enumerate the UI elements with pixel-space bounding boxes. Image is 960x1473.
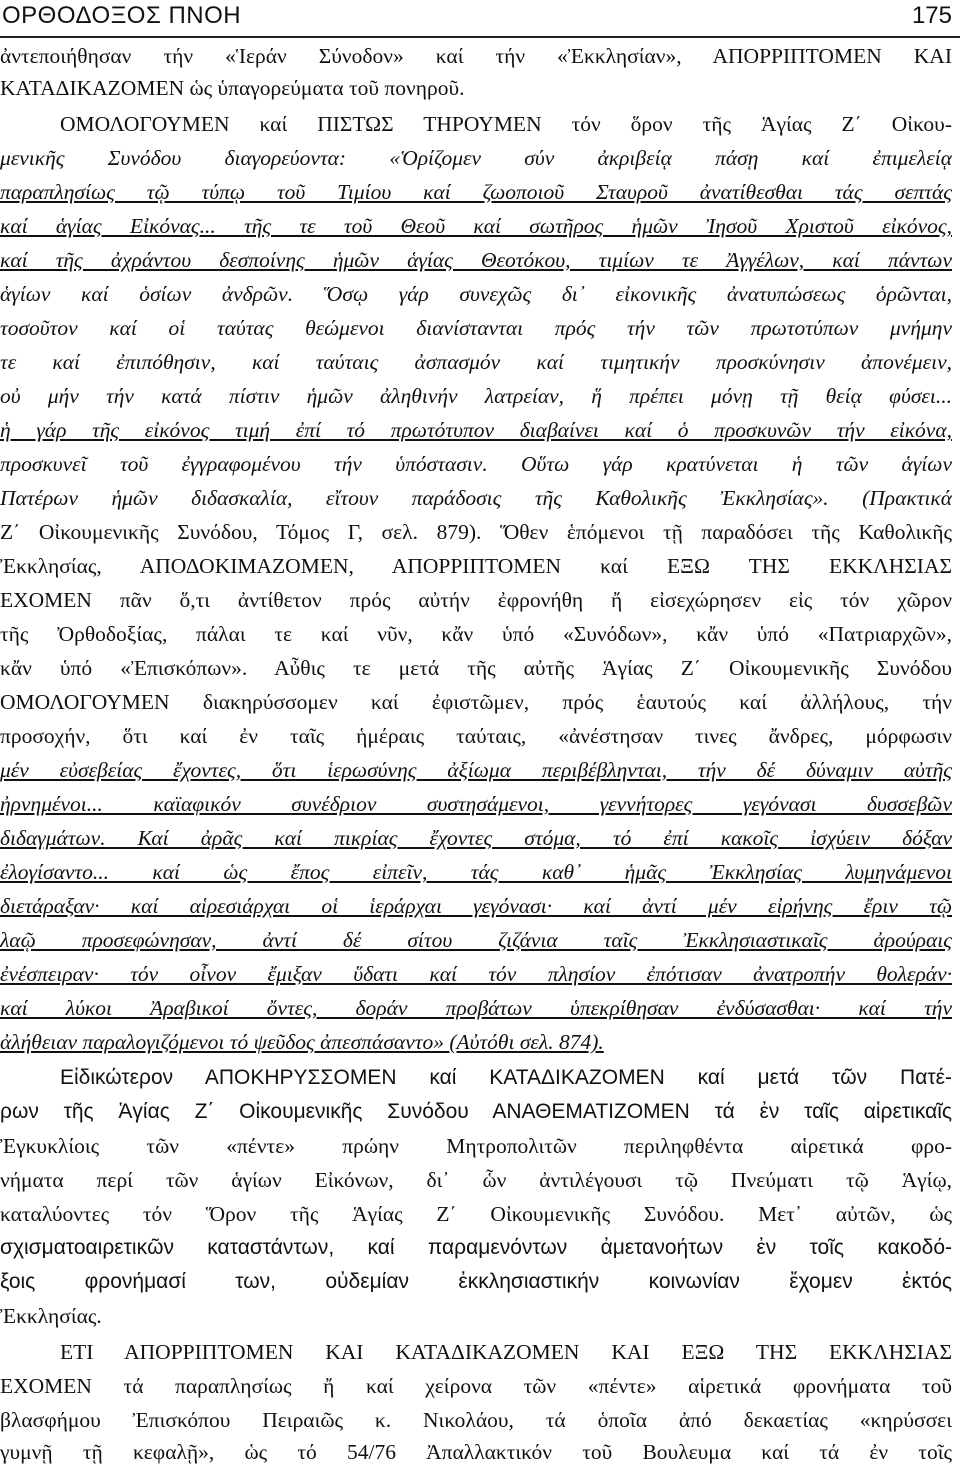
text-line: καί λύκοι Ἀραβικοί ὄντες, δοράν προβάτων ὑπεκρίθησαν ἐνδύσασθαι· καί τήν: [0, 996, 952, 1020]
text-line: Ἐκκλησίας, ΑΠΟΔΟΚΙΜΑΖΟΜΕΝ, ΑΠΟΡΡΙΠΤΟΜΕΝ καί ΕΞΩ ΤΗΣ ΕΚΚΛΗΣΙΑΣ: [0, 554, 952, 578]
text-line: μενικῆς Συνόδου διαγορεύοντα: «Ὁρίζομεν σύν ἀκριβείᾳ πάσῃ καί ἐπιμελείᾳ: [0, 146, 952, 170]
text-line: παραπλησίως τῷ τύπῳ τοῦ Τιμίου καί ζωοποιοῦ Σταυροῦ ἀνατίθεσθαι τάς σεπτάς: [0, 180, 952, 204]
text-line: τε καί ἐπιπόθησιν, καί ταύταις ἀσπασμόν καί τιμητικήν προσκύνησιν ἀπονέμειν,: [0, 350, 952, 374]
text-line: προσκυνεῖ τοῦ ἐγγραφομένου τήν ὑπόστασιν. Οὕτω γάρ κρατύνεται ἡ τῶν ἁγίων: [0, 452, 952, 476]
text-line: σχισματοαιρετικῶν καταστάντων, καί παραμενόντων ἀμετανοήτων ἐν τοῖς κακοδό-: [0, 1236, 952, 1259]
text-line: γυμνῇ τῇ κεφαλῇ», ὡς τό 54/76 Ἀπαλλακτικόν τοῦ Βουλευμα καί τά ἐν τοῖς: [0, 1440, 952, 1464]
text-line: ἠρνημένοι... καϊαφικόν συνέδριον συστησάμενοι, γεννήτορες γεγόνασι δυσσεβῶν: [0, 792, 952, 816]
text-line: καί ἁγίας Εἰκόνας... τῆς τε τοῦ Θεοῦ καί σωτῆρος ἡμῶν Ἰησοῦ Χριστοῦ εἰκόνος,: [0, 214, 952, 238]
running-header: [0, 0, 960, 38]
text-line: Ἐκκλησίας.: [0, 1304, 102, 1328]
text-line: ἡ γάρ τῆς εἰκόνος τιμή ἐπί τό πρωτότυπον διαβαίνει καί ὁ προσκυνῶν τήν εἰκόνα,: [0, 418, 952, 442]
page-number: 175: [911, 2, 952, 29]
text-line: ΕΧΟΜΕΝ πᾶν ὅ,τι ἀντίθετον πρός αὐτήν ἐφρονήθη ἤ εἰσεχώρησεν εἰς τόν χῶρον: [0, 588, 952, 612]
text-line: τοσοῦτον καί οἱ ταύτας θεώμενοι διανίστανται πρός τήν τῶν πρωτοτύπων μνήμην: [0, 316, 952, 340]
text-line: ΚΑΤΑΔΙΚΑΖΟΜΕΝ ὡς ὑπαγορεύματα τοῦ πονηροῦ.: [0, 76, 465, 100]
text-line: ἐλογίσαντο... καί ὡς ἔπος εἰπεῖν, τάς καθ᾽ ἡμᾶς Ἐκκλησίας λυμηνάμενοι: [0, 860, 952, 884]
text-line: ξοις φρονήμασί των, οὐδεμίαν ἐκκλησιαστικήν κοινωνίαν ἔχομεν ἐκτός: [0, 1270, 952, 1293]
text-line: ΟΜΟΛΟΓΟΥΜΕΝ διακηρύσσομεν καί ἐφιστῶμεν, πρός ἑαυτούς καί ἀλλήλους, τήν: [0, 690, 952, 714]
text-line: ρων τῆς Ἁγίας Ζ΄ Οἰκουμενικῆς Συνόδου ΑΝΑΘΕΜΑΤΙΖΟΜΕΝ τά ἐν ταῖς αἱρετικαῖς: [0, 1100, 952, 1123]
text-line: καί τῆς ἀχράντου δεσποίνης ἡμῶν ἁγίας Θεοτόκου, τιμίων τε Ἀγγέλων, καί πάντων: [0, 248, 952, 272]
text-line: διδαγμάτων. Καί ἀρᾶς καί πικρίας ἔχοντες στόμα, τό ἐπί κακοῖς ἰσχύειν δόξαν: [0, 826, 952, 850]
text-line: μέν εὐσεβείας ἔχοντες, ὅτι ἱερωσύνης ἀξίωμα περιβέβληνται, τήν δέ δύναμιν αὐτῆς: [0, 758, 952, 782]
journal-title: ΟΡΘΟΔΟΞΟΣ ΠΝΟΗ: [2, 2, 242, 29]
text-line: προσοχήν, ὅτι καί ἐν ταῖς ἡμέραις ταύταις, «ἀνέστησαν τινες ἄνδρες, μόρφωσιν: [0, 724, 952, 748]
text-line: ἐνέσπειραν· τόν οἶνον ἔμιξαν ὕδατι καί τόν πλησίον ἐπότισαν ἀνατροπήν θολεράν·: [0, 962, 952, 986]
text-line: ἀντεποιήθησαν τήν «Ἱεράν Σύνοδον» καί τήν «Ἐκκλησίαν», ΑΠΟΡΡΙΠΤΟΜΕΝ ΚΑΙ: [0, 44, 952, 68]
text-line: ΕΤΙ ΑΠΟΡΡΙΠΤΟΜΕΝ ΚΑΙ ΚΑΤΑΔΙΚΑΖΟΜΕΝ ΚΑΙ ΕΞΩ ΤΗΣ ΕΚΚΛΗΣΙΑΣ: [60, 1340, 952, 1364]
text-line: ΕΧΟΜΕΝ τά παραπλησίως ἤ καί χείρονα τῶν «πέντε» αἱρετικά φρονήματα τοῦ: [0, 1374, 952, 1398]
text-line: βλασφήμου Ἐπισκόπου Πειραιῶς κ. Νικολάου, τά ὁποῖα ἀπό δεκαετίας «κηρύσσει: [0, 1408, 952, 1432]
text-line: οὐ μήν τήν κατά πίστιν ἡμῶν ἀληθινήν λατρείαν, ἥ πρέπει μόνῃ τῇ θείᾳ φύσει...: [0, 384, 952, 408]
text-line: τῆς Ὀρθοδοξίας, πάλαι τε καί νῦν, κἄν ὑπό «Συνόδων», κἄν ὑπό «Πατριαρχῶν»,: [0, 622, 952, 646]
text-line: ΟΜΟΛΟΓΟΥΜΕΝ καί ΠΙΣΤΩΣ ΤΗΡΟΥΜΕΝ τόν ὅρον τῆς Ἁγίας Ζ΄ Οἰκου-: [60, 112, 952, 136]
text-line: Ζ΄ Οἰκουμενικῆς Συνόδου, Τόμος Γ, σελ. 879). Ὅθεν ἑπόμενοι τῇ παραδόσει τῆς Καθολικῆς: [0, 520, 952, 544]
text-line: καταλύοντες τόν Ὅρον τῆς Ἁγίας Ζ΄ Οἰκουμενικῆς Συνόδου. Μετ᾽ αὐτῶν, ὡς: [0, 1202, 952, 1226]
text-line: κἄν ὑπό «Ἐπισκόπων». Αὖθις τε μετά τῆς αὐτῆς Ἁγίας Ζ΄ Οἰκουμενικῆς Συνόδου: [0, 656, 952, 680]
text-line: λαῷ προσεφώνησαν, ἀντί δέ σίτου ζιζάνια ταῖς Ἐκκλησιαστικαῖς ἀρούραις: [0, 928, 952, 952]
text-line: νήματα περί τῶν ἁγίων Εἰκόνων, δι᾽ ὧν ἀντιλέγουσι τῷ Πνεύματι τῷ Ἁγίῳ,: [0, 1168, 952, 1192]
text-line: διετάραξαν· καί αἱρεσιάρχαι οἱ ἱεράρχαι γεγόνασι· καί ἀντί μέν εἰρήνης ἔριν τῷ: [0, 894, 952, 918]
text-line: ἁγίων καί ὁσίων ἀνδρῶν. Ὅσῳ γάρ συνεχῶς δι᾽ εἰκονικῆς ἀνατυπώσεως ὁρῶνται,: [0, 282, 952, 306]
text-line: Πατέρων ἡμῶν διδασκαλία, εἴτουν παράδοσις τῆς Καθολικῆς Ἐκκλησίας». (Πρακτικά: [0, 486, 952, 510]
text-line: Ἐγκυκλίοις τῶν «πέντε» πρώην Μητροπολιτῶν περιληφθέντα αἱρετικά φρο-: [0, 1134, 952, 1158]
text-line: ἀλήθειαν παραλογιζόμενοι τό ψεῦδος ἀπεσπάσαντο» (Αὐτόθι σελ. 874).: [0, 1030, 604, 1054]
text-line: Εἰδικώτερον ΑΠΟΚΗΡΥΣΣΟΜΕΝ καί ΚΑΤΑΔΙΚΑΖΟΜΕΝ καί μετά τῶν Πατέ-: [60, 1066, 952, 1089]
